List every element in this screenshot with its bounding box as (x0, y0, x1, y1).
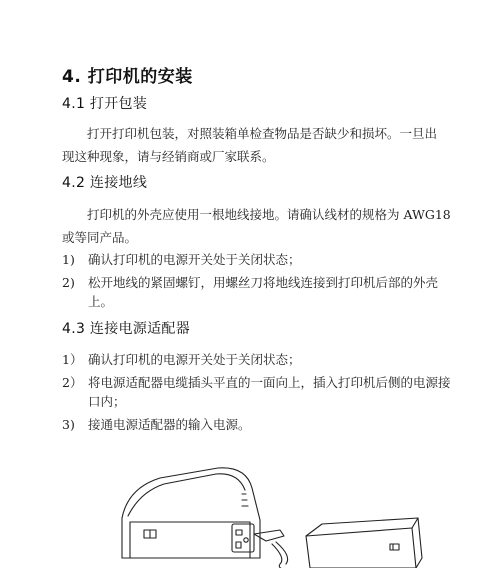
unpack-paragraph-line2: 现这种现象，请与经销商或厂家联系。 (62, 149, 275, 164)
adapter-step-3 (62, 413, 251, 436)
step-number: 3) (62, 417, 75, 432)
step-number: 1) (62, 252, 75, 267)
printer-drawing (122, 468, 260, 558)
section-title: 4. 打印机的安装 (62, 67, 193, 87)
step-text: 确认打印机的电源开关处于关闭状态； (88, 352, 301, 367)
step-text: 接通电源适配器的输入电源。 (88, 417, 251, 432)
step-text: 确认打印机的电源开关处于关闭状态； (88, 252, 301, 267)
step-text: 将电源适配器电缆插头平直的一面向上，插入打印机后侧的电源接 (88, 375, 451, 390)
ground-paragraph-line2: 或等同产品。 (62, 230, 138, 245)
subsection-title-adapter: 4.3 连接电源适配器 (62, 321, 191, 337)
unpack-paragraph-line1: 打开打印机包装，对照装箱单检查物品是否缺少和损坏。一旦出 (87, 126, 438, 141)
printer-adapter-illustration (100, 458, 430, 568)
adapter-step-1 (62, 348, 301, 371)
ground-paragraph-line1: 打印机的外壳应使用一根地线接地。请确认线材的规格为 AWG18 (87, 207, 451, 222)
subsection-title-unpack: 4.1 打开包装 (62, 96, 148, 112)
power-adapter-drawing (306, 518, 422, 568)
ground-step-2-continued: 上。 (88, 294, 114, 309)
step-number: 2） (62, 375, 83, 390)
step-text: 松开地线的紧固螺钉，用螺丝刀将地线连接到打印机后部的外壳 (88, 275, 439, 290)
ground-step-1 (62, 248, 301, 271)
ground-step-2 (62, 271, 438, 294)
subsection-title-ground: 4.2 连接地线 (62, 175, 148, 191)
step-number: 2) (62, 275, 75, 290)
adapter-step-2-continued: 口内； (88, 394, 126, 409)
step-number: 1） (62, 352, 83, 367)
